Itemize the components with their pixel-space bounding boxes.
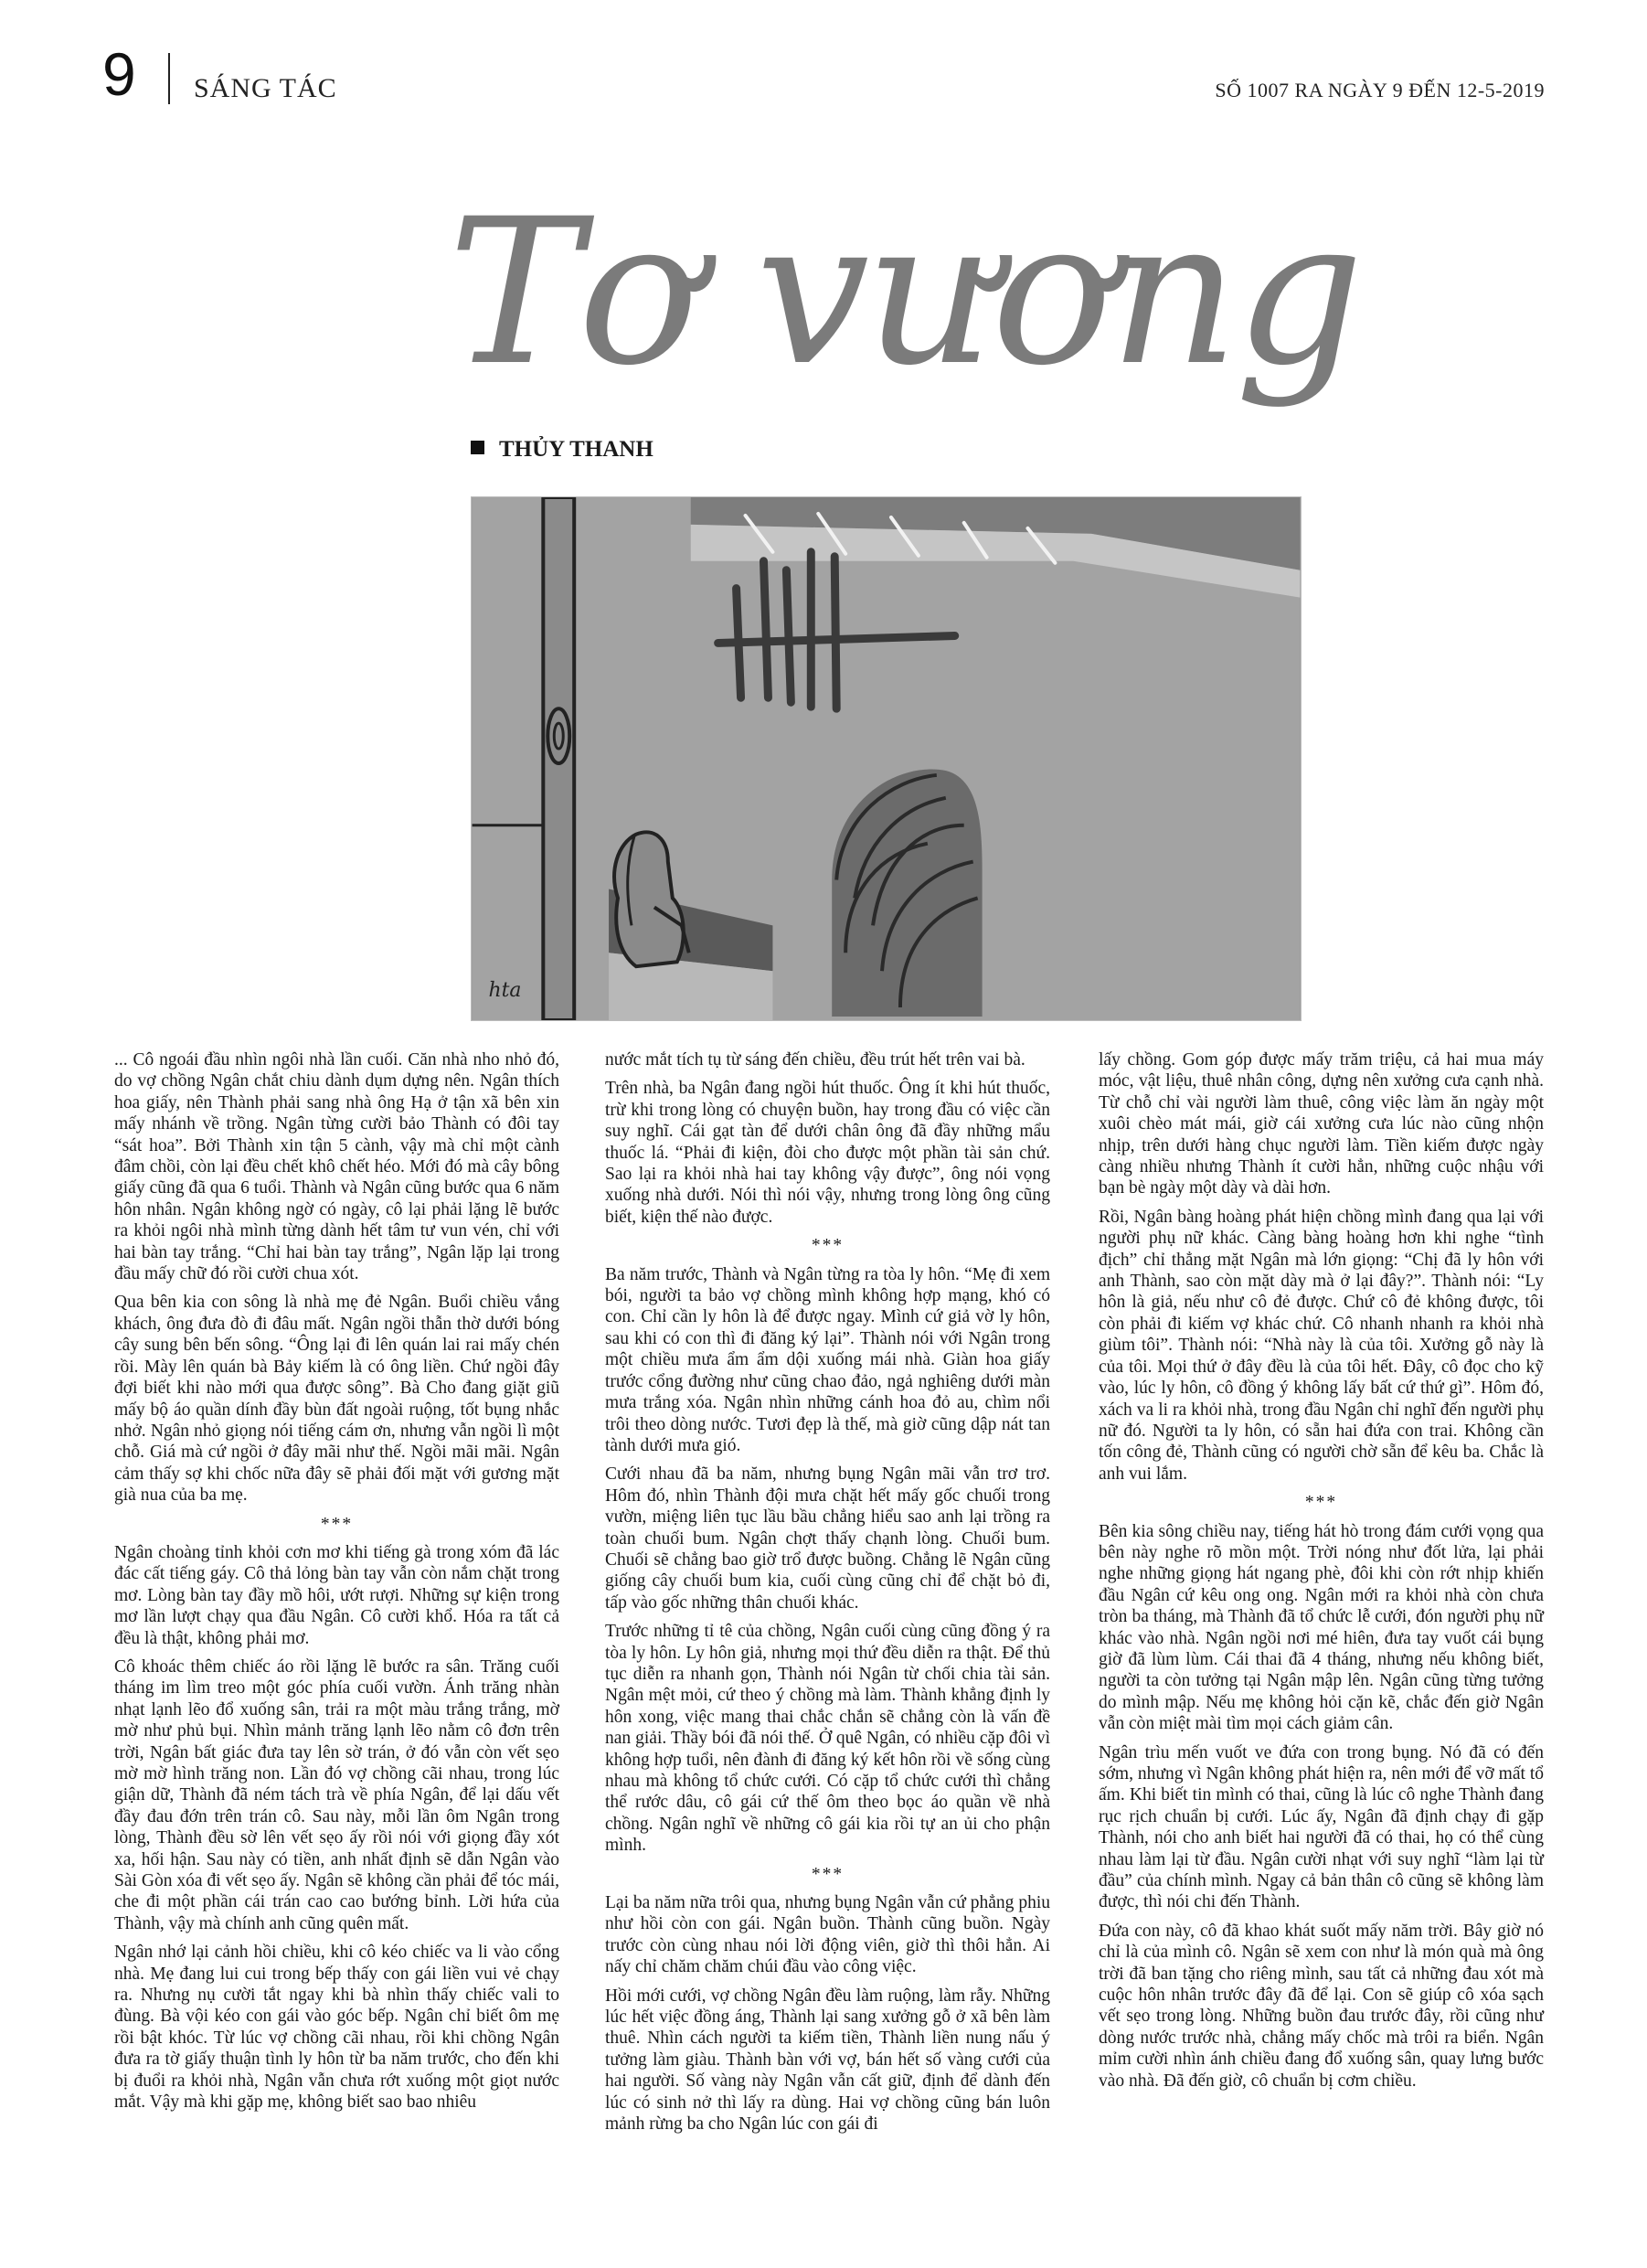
article-title: Tơ vương: [448, 176, 1361, 410]
author-name: THỦY THANH: [499, 437, 653, 462]
header-divider: [168, 53, 170, 104]
illustration-signature: hta: [488, 979, 522, 1003]
text-column-1: [114, 1049, 559, 2121]
section-separator: ***: [811, 1864, 845, 1884]
section-separator: ***: [320, 1514, 354, 1534]
paragraph: Bên kia sông chiều nay, tiếng hát hò trong đám cưới vọng qua bên này nghe rõ mồn một. Trời nóng như đốt lửa, lại phải nghe những giọng hát ngang phè, đôi khi còn rớt nhịp khiến đầu Ngân cứ kêu ong ong. Ngân mới ra khỏi nhà còn chưa tròn ba tháng, mà Thành đã tổ chức lễ cưới, đón người phụ nữ khác vào nhà. Ngân ngồi nơi mé hiên, đưa tay vuốt cái bụng giờ đã lùm lùm. Cái thai đã 4 tháng, nhưng nếu không biết, người ta còn tưởng tại Ngân mập lên. Ngân cũng từng tưởng do mình mập. Nếu mẹ không hỏi cặn kẽ, chắc đến giờ Ngân vẫn còn miệt mài tìm mọi cách giảm cân.: [1099, 1521, 1544, 1734]
paragraph: Ngân choàng tỉnh khỏi cơn mơ khi tiếng gà trong xóm đã lác đác cất tiếng gáy. Cô thả lỏng bàn tay vẫn còn nắm chặt trong mơ. Lòng bàn tay đầy mồ hôi, ướt rượi. Những sự kiện trong mơ lần lượt chạy qua đầu Ngân. Cô cười khổ. Hóa ra tất cả đều là thật, không phải mơ.: [114, 1542, 559, 1648]
square-bullet-icon: [471, 441, 484, 454]
article-illustration: [471, 496, 1302, 1021]
section-separator: ***: [811, 1236, 845, 1256]
paragraph: Cô khoác thêm chiếc áo rồi lặng lẽ bước ra sân. Trăng cuối tháng im lìm treo một góc phía cuối vườn. Ánh trăng nhàn nhạt lạnh lẽo đổ xuống sân, trải ra một màu trắng trắng, mờ mờ như phủ bụi. Nhìn mảnh trăng lạnh lẽo nằm cô đơn trên trời, Ngân bất giác đưa tay lên sờ trán, ở đó vẫn còn vết sẹo mờ mờ hình trăng non. Lần đó vợ chồng cãi nhau, trong lúc giận dữ, Thành đã ném tách trà về phía Ngân, để lại dấu vết đầy đau đớn trên trán cô. Sau này, mỗi lần ôm Ngân trong lòng, Thành đều sờ lên vết sẹo ấy rồi nói với giọng đầy xót xa, hối hận. Sau này có tiền, anh nhất định sẽ dẫn Ngân vào Sài Gòn xóa đi vết sẹo ấy. Ngân sẽ không cần phải để tóc mái, che đi một phần cái trán cao cao bướng bỉnh. Lời hứa của Thành, vậy mà chính anh cũng quên mất.: [114, 1656, 559, 1933]
text-column-2: [605, 1049, 1050, 2143]
paragraph: Lại ba năm nữa trôi qua, nhưng bụng Ngân vẫn cứ phẳng phiu như hồi còn con gái. Ngân buồn. Thành cũng buồn. Ngày trước còn cùng nhau nói lời động viên, giờ thì thôi hẳn. Ai nấy chỉ chăm chăm chúi đầu vào công việc.: [605, 1893, 1050, 1977]
paragraph: Trước những tỉ tê của chồng, Ngân cuối cùng cũng đồng ý ra tòa ly hôn. Ly hôn giả, nhưng mọi thứ đều diễn ra thật. Để thủ tục diễn ra nhanh gọn, Thành nói Ngân từ chối chia tài sản. Ngân mệt mỏi, cứ theo ý chồng mà làm. Thành khẳng định ly hôn xong, việc mang thai chắc chắn sẽ chẳng còn là vấn đề nan giải. Thầy bói đã nói thế. Ở quê Ngân, có nhiều cặp đôi vì không hợp tuổi, nên đành đi đăng ký kết hôn rồi về sống cùng nhau mà không tổ chức cưới. Có cặp tổ chức cưới thì chẳng thể rước dâu, cô gái cứ thế ôm theo bọc áo quần về nhà chồng. Ngân nghĩ về những cô gái kia rồi tự an ủi cho phận mình.: [605, 1622, 1050, 1856]
paragraph: Rồi, Ngân bàng hoàng phát hiện chồng mình đang qua lại với người phụ nữ khác. Càng bàng hoàng hơn khi nghe “tình địch” chỉ thẳng mặt Ngân mà lớn giọng: “Chị đã ly hôn với anh Thành, sao còn mặt dày mà ở lại đây?”. Thành nói: “Ly hôn là giả, nếu như cô đẻ được. Chứ cô đẻ không được, tôi còn phải đi kiếm vợ khác chứ. Cô nhanh nhanh ra khỏi nhà giùm tôi”. Thành nói: “Nhà này là của tôi. Xưởng gỗ này là của tôi. Mọi thứ ở đây đều là của tôi hết. Đây, cô đọc cho kỹ vào, lúc ly hôn, cô đồng ý không lấy bất cứ thứ gì”. Hôm đó, xách va li ra khỏi nhà, trong đầu Ngân chỉ nghĩ đến người phụ nữ đó. Người ta ly hôn, có sẵn hai đứa con trai. Không cần tốn công đẻ, Thành cũng có người chờ sẵn để kêu ba. Chắc là anh vui lắm.: [1099, 1207, 1544, 1484]
paragraph: lấy chồng. Gom góp được mấy trăm triệu, cả hai mua máy móc, vật liệu, thuê nhân công, dựng nên xưởng cưa cạnh nhà. Từ chỗ chỉ vài người làm thuê, công việc làm ăn ngày một xuôi chèo mát mái, giờ cái xưởng cưa lúc nào cũng nhộn nhịp, trên dưới hàng chục người làm. Tiền kiếm được ngày càng nhiều nhưng Thành ít cười hẳn, những cuộc nhậu với bạn bè ngày một dày và dài hơn.: [1099, 1050, 1544, 1198]
paragraph: Qua bên kia con sông là nhà mẹ đẻ Ngân. Buổi chiều vắng khách, ông đưa đò đi đâu mất. Ngân ngồi thẫn thờ dưới bóng cây sung bên bến sông. “Ông lại đi lên quán lai rai mấy chén rồi. Mày lên quán bà Bảy kiếm là có ông liền. Chứ ngồi đây đợi biết khi nào mới qua được sông”. Bà Cho đang giặt giũ mấy bộ áo quần dính đầy bùn đất ngoài ruộng, tốt bụng nhắc nhở. Ngân nhỏ giọng nói tiếng cám ơn, nhưng vẫn ngồi lì một chỗ. Giá mà cứ ngồi ở đây mãi như thế. Ngồi mãi mãi. Ngân cảm thấy sợ khi chốc nữa đây sẽ phải đối mặt với gương mặt già nua của ba mẹ.: [114, 1293, 559, 1506]
section-separator: ***: [1304, 1493, 1338, 1513]
page-header: [102, 40, 1545, 112]
paragraph: Cưới nhau đã ba năm, nhưng bụng Ngân mãi vẫn trơ trơ. Hôm đó, nhìn Thành đội mưa chặt hết mấy gốc chuối trong vườn, miệng liên tục lầu bầu chẳng hiểu sao anh lại trồng ra toàn chuối bum. Ngân chợt thấy chạnh lòng. Chuối bum. Chuối sẽ chẳng bao giờ trổ được buồng. Chẳng lẽ Ngân cũng giống cây chuối bum kia, cuối cùng cũng chỉ để chặt bỏ đi, tấp vào gốc những thân chuối khác.: [605, 1464, 1050, 1613]
page-number: 9: [102, 40, 136, 108]
issue-date: SỐ 1007 RA NGÀY 9 ĐẾN 12-5-2019: [1215, 79, 1545, 101]
paragraph: ... Cô ngoái đầu nhìn ngôi nhà lần cuối. Căn nhà nho nhỏ đó, do vợ chồng Ngân chắt chiu dành dụm dựng nên. Ngân thích hoa giấy, nên Thành phải sang nhà ông Hạ ở tận xã bên xin mấy nhánh về trồng. Ngân từng cười bảo Thành có đôi tay “sát hoa”. Bởi Thành xin tận 5 cành, vậy mà chỉ một cành đâm chồi, còn lại đều chết khô chết héo. Mới đó mà cây bông giấy cũng đã qua 6 tuổi. Thành và Ngân cũng bước qua 6 năm hôn nhân. Ngân không ngờ có ngày, cô lại phải lặng lẽ bước ra khỏi ngôi nhà mình từng dành hết tâm tư vun vén, chỉ với hai bàn tay trắng. “Chỉ hai bàn tay trắng”, Ngân lặp lại trong đầu mấy chữ đó rồi cười chua xót.: [114, 1050, 559, 1284]
paragraph: Ba năm trước, Thành và Ngân từng ra tòa ly hôn. “Mẹ đi xem bói, người ta bảo vợ chồng mình không hợp mạng, khó có con. Chỉ cần ly hôn là để được ngay. Mình cứ giả vờ ly hôn, sau khi có con thì đi đăng ký lại”. Thành nói với Ngân trong một chiều mưa ẩm ẩm dội xuống mái nhà. Giàn hoa giấy trước cổng đường như cũng chao đảo, ngả nghiêng dưới màn mưa trắng xóa. Ngân nhìn những cánh hoa đỏ au, chìm nổi trôi theo dòng nước. Tươi đẹp là thế, mà giờ cũng dập nát tan tành dưới mưa gió.: [605, 1264, 1050, 1455]
text-column-3: [1099, 1049, 1544, 2099]
paragraph: Đứa con này, cô đã khao khát suốt mấy năm trời. Bây giờ nó chỉ là của mình cô. Ngân sẽ xem con như là món quà mà ông trời đã ban tặng cho riêng mình, sau tất cả những đau xót mà cuộc hôn nhân trước đây đã để lại. Con sẽ giúp cô xóa sạch vết sẹo trong lòng. Những buồn đau trước đây, rồi cũng như dòng nước trước nhà, chẳng mấy chốc mà trôi ra biển. Ngân mỉm cười nhìn ánh chiều đang đổ xuống sân, quay lưng bước vào nhà. Đã đến giờ, cô chuẩn bị cơm chiều.: [1099, 1921, 1544, 2091]
paragraph: nước mắt tích tụ từ sáng đến chiều, đều trút hết trên vai bà.: [605, 1050, 1025, 1070]
section-name: SÁNG TÁC: [194, 73, 337, 103]
article-body: [114, 1049, 1547, 2210]
illustration-drawing: [472, 497, 1301, 1020]
article-author: [471, 437, 653, 463]
paragraph: Trên nhà, ba Ngân đang ngồi hút thuốc. Ông ít khi hút thuốc, trừ khi trong lòng có chuyện buồn, hay trong đầu có việc cần suy nghĩ. Cái gạt tàn để dưới chân ông đã đầy những mẩu thuốc lá. “Phải đi kiện, đòi cho được một phần tài sản chứ. Sao lại ra khỏi nhà hai tay không vậy được”, ông nói vọng xuống nhà dưới. Nói thì nói vậy, nhưng trong lòng ông cũng biết, kiện thế nào được.: [605, 1079, 1050, 1227]
paragraph: Ngân trìu mến vuốt ve đứa con trong bụng. Nó đã có đến sớm, nhưng vì Ngân không phát hiện ra, nên mới để vỡ mất tổ ấm. Khi biết tin mình có thai, cũng là lúc cô nghe Thành đang rục rịch chuẩn bị cưới. Lúc ấy, Ngân đã định chạy đi gặp Thành, nói cho anh biết hai người đã có thai, họ có thể cùng nhau làm lại từ đầu. Ngân cười nhạt với suy nghĩ “làm lại từ đầu” của chính mình. Ngay cả bản thân cô cũng sẽ không làm được, thì nói chi đến Thành.: [1099, 1742, 1544, 1912]
paragraph: Hồi mới cưới, vợ chồng Ngân đều làm ruộng, làm rẫy. Những lúc hết việc đồng áng, Thành lại sang xưởng gỗ ở xã bên làm thuê. Nhìn cách người ta kiếm tiền, Thành liền nung nấu ý tưởng làm giàu. Thành bàn với vợ, bán hết số vàng cưới của hai người. Số vàng này Ngân vẫn cất giữ, định để dành đến lúc có sinh nở thì lấy ra dùng. Hai vợ chồng cũng bán luôn mảnh rừng ba cho Ngân lúc con gái đi: [605, 1986, 1050, 2135]
paragraph: Ngân nhớ lại cảnh hồi chiều, khi cô kéo chiếc va li vào cổng nhà. Mẹ đang lui cui trong bếp thấy con gái liền vui vẻ chạy ra. Nhưng nụ cười tắt ngay khi bà nhìn thấy chiếc vali to đùng. Bà vội kéo con gái vào góc bếp. Ngân chỉ biết ôm mẹ rồi bật khóc. Từ lúc vợ chồng cãi nhau, rồi khi chồng Ngân đưa ra tờ giấy thuận tình ly hôn từ ba năm trước, cho đến khi bị đuổi ra khỏi nhà, Ngân vẫn chưa rớt xuống một giọt nước mắt. Vậy mà khi gặp mẹ, không biết sao bao nhiêu: [114, 1943, 559, 2113]
